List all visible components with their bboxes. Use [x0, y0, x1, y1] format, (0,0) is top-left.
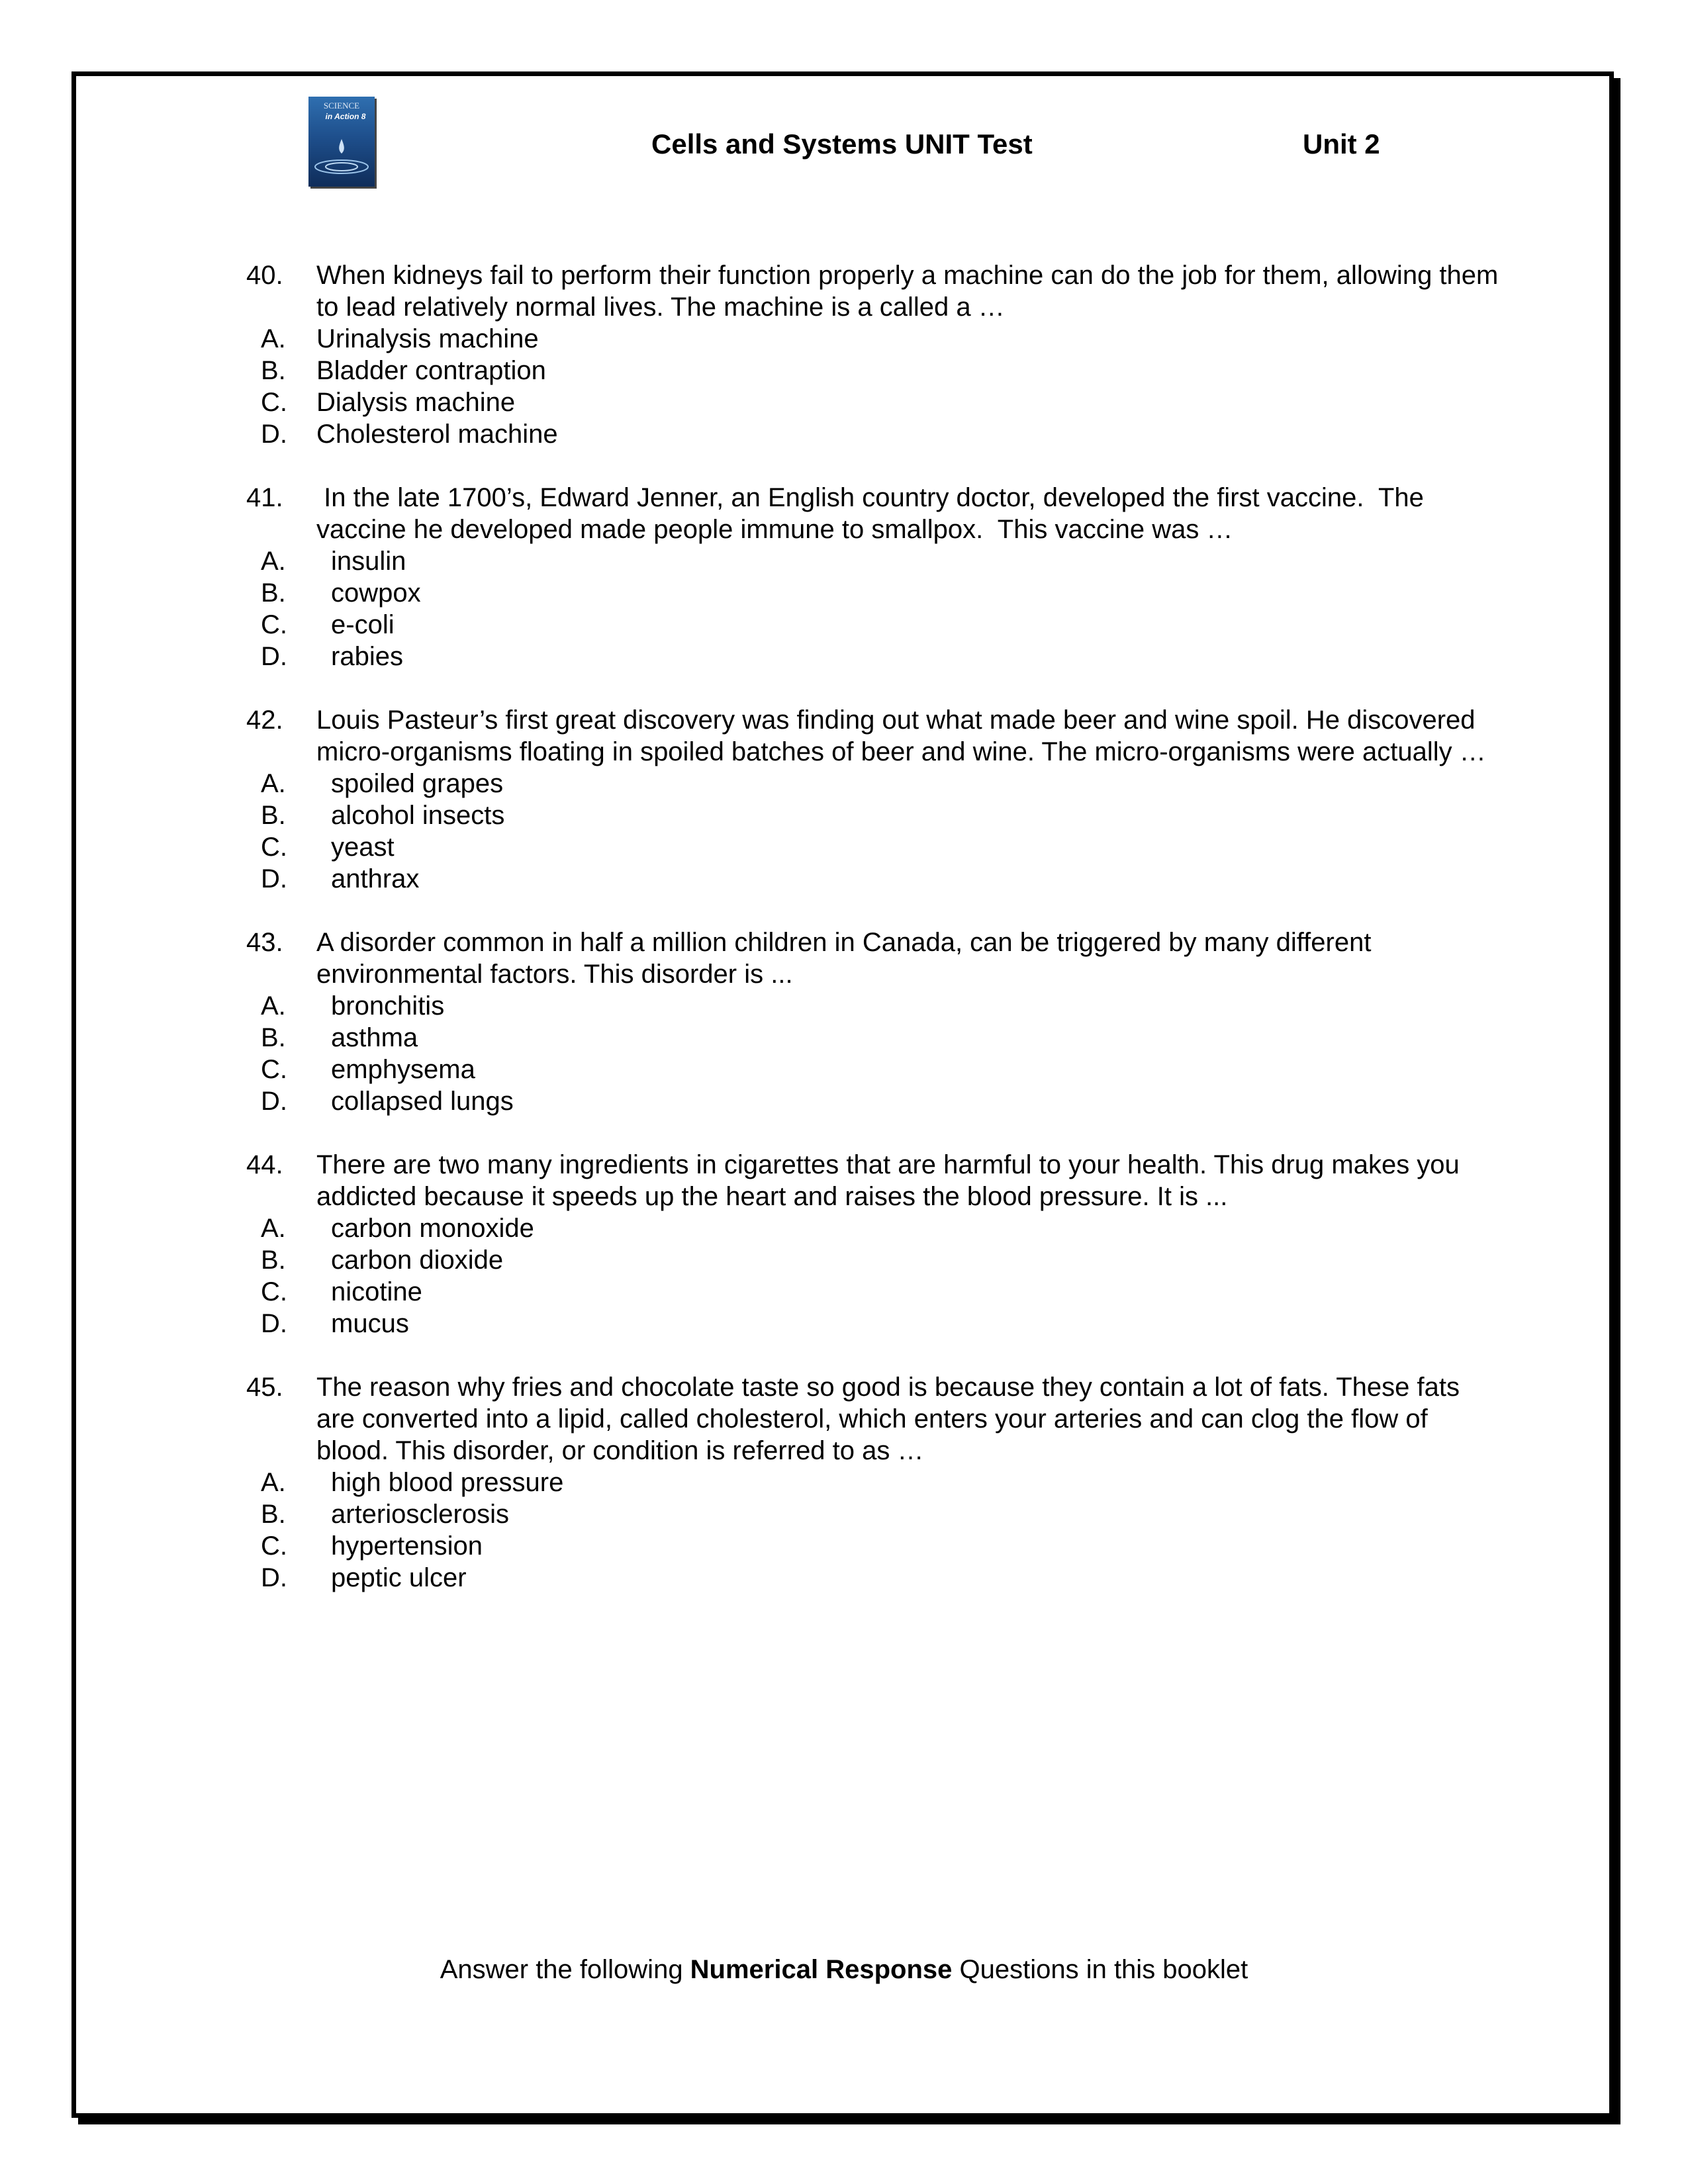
option-letter: B. — [261, 1246, 286, 1275]
option-letter: A. — [261, 547, 286, 576]
option-letter: D. — [261, 864, 287, 893]
unit-label: Unit 2 — [1303, 128, 1380, 159]
option-row — [242, 609, 1500, 641]
option-text: nicotine — [331, 1277, 422, 1306]
option-row — [242, 799, 1500, 831]
option-text: Bladder contraption — [316, 356, 546, 385]
question-43 — [242, 927, 1500, 1117]
question-number: 41. — [246, 483, 283, 512]
option-text: Cholesterol machine — [316, 420, 558, 449]
option-text: yeast — [331, 833, 395, 862]
option-text: carbon monoxide — [331, 1214, 534, 1243]
option-letter: B. — [261, 801, 286, 830]
question-44 — [242, 1149, 1500, 1340]
option-letter: D. — [261, 1087, 287, 1116]
question-41 — [242, 482, 1500, 672]
option-row — [242, 1308, 1500, 1340]
option-row — [242, 545, 1500, 577]
option-row — [242, 1562, 1500, 1594]
option-letter: B. — [261, 356, 286, 385]
option-text: bronchitis — [331, 991, 445, 1021]
option-row — [242, 418, 1500, 450]
option-row — [242, 1022, 1500, 1054]
footer-instruction — [0, 1954, 1688, 1985]
question-text: Louis Pasteur’s first great discovery was finding out what made beer and wine spoil. He discovered micro-organisms floating in spoiled batches of beer and wine. The micro-organisms were actually … — [316, 705, 1486, 766]
page-title: Cells and Systems UNIT Test — [651, 128, 1033, 159]
option-row — [242, 831, 1500, 863]
option-letter: A. — [261, 324, 286, 353]
option-letter: D. — [261, 420, 287, 449]
option-row — [242, 1212, 1500, 1244]
option-letter: D. — [261, 1309, 287, 1338]
option-text: rabies — [331, 642, 403, 671]
option-text: emphysema — [331, 1055, 475, 1084]
option-letter: C. — [261, 1531, 287, 1561]
question-number: 40. — [246, 261, 283, 290]
option-row — [242, 1530, 1500, 1562]
option-text: high blood pressure — [331, 1468, 564, 1497]
question-text: When kidneys fail to perform their function properly a machine can do the job for them, allowing them to lead relatively normal lives. The machine is a called a … — [316, 261, 1499, 322]
option-letter: A. — [261, 769, 286, 798]
svg-text:SCIENCE: SCIENCE — [323, 101, 360, 111]
question-text: A disorder common in half a million children in Canada, can be triggered by many different environmental factors. This disorder is ... — [316, 928, 1372, 989]
option-row — [242, 863, 1500, 895]
option-row — [242, 577, 1500, 609]
question-42 — [242, 704, 1500, 895]
option-row — [242, 1085, 1500, 1117]
question-text: In the late 1700’s, Edward Jenner, an English country doctor, developed the first vaccine. The vaccine he developed made people immune to smallpox. This vaccine was … — [316, 483, 1432, 544]
option-row — [242, 1244, 1500, 1276]
option-row — [242, 323, 1500, 355]
option-letter: C. — [261, 388, 287, 417]
footer-suffix: Questions in this booklet — [952, 1955, 1248, 1984]
option-row — [242, 768, 1500, 799]
option-row — [242, 641, 1500, 672]
option-text: peptic ulcer — [331, 1563, 467, 1592]
option-text: spoiled grapes — [331, 769, 504, 798]
option-text: Urinalysis machine — [316, 324, 539, 353]
option-text: hypertension — [331, 1531, 483, 1561]
question-number: 44. — [246, 1150, 283, 1179]
option-letter: B. — [261, 1500, 286, 1529]
question-45 — [242, 1371, 1500, 1594]
option-row — [242, 990, 1500, 1022]
option-row — [242, 387, 1500, 418]
science-in-action-logo — [308, 97, 375, 187]
option-text: carbon dioxide — [331, 1246, 504, 1275]
option-text: anthrax — [331, 864, 420, 893]
option-row — [242, 1467, 1500, 1498]
option-letter: B. — [261, 578, 286, 608]
option-letter: D. — [261, 1563, 287, 1592]
footer-prefix: Answer the following — [440, 1955, 690, 1984]
question-text: There are two many ingredients in cigarettes that are harmful to your health. This drug makes you addicted because it speeds up the heart and raises the blood pressure. It is ... — [316, 1150, 1460, 1211]
option-letter: C. — [261, 1277, 287, 1306]
option-letter: A. — [261, 991, 286, 1021]
option-text: cowpox — [331, 578, 421, 608]
option-letter: D. — [261, 642, 287, 671]
option-row — [242, 355, 1500, 387]
question-number: 43. — [246, 928, 283, 957]
option-text: mucus — [331, 1309, 409, 1338]
option-row — [242, 1054, 1500, 1085]
question-number: 42. — [246, 705, 283, 735]
option-letter: C. — [261, 610, 287, 639]
option-text: arteriosclerosis — [331, 1500, 509, 1529]
option-text: collapsed lungs — [331, 1087, 514, 1116]
question-list — [242, 259, 1500, 1625]
footer-bold: Numerical Response — [690, 1955, 953, 1984]
option-text: Dialysis machine — [316, 388, 516, 417]
svg-text:in Action 8: in Action 8 — [325, 112, 366, 121]
option-row — [242, 1276, 1500, 1308]
question-text: The reason why fries and chocolate taste so good is because they contain a lot of fats. These fats are converted into a lipid, called cholesterol, which enters your arteries and can clog the flow of blood. This disorder, or condition is referred to as … — [316, 1373, 1460, 1465]
option-text: e-coli — [331, 610, 395, 639]
option-letter: A. — [261, 1214, 286, 1243]
option-letter: B. — [261, 1023, 286, 1052]
option-text: insulin — [331, 547, 406, 576]
option-letter: C. — [261, 833, 287, 862]
option-text: alcohol insects — [331, 801, 505, 830]
question-40 — [242, 259, 1500, 450]
question-number: 45. — [246, 1373, 283, 1402]
option-text: asthma — [331, 1023, 418, 1052]
option-letter: C. — [261, 1055, 287, 1084]
option-row — [242, 1498, 1500, 1530]
option-letter: A. — [261, 1468, 286, 1497]
